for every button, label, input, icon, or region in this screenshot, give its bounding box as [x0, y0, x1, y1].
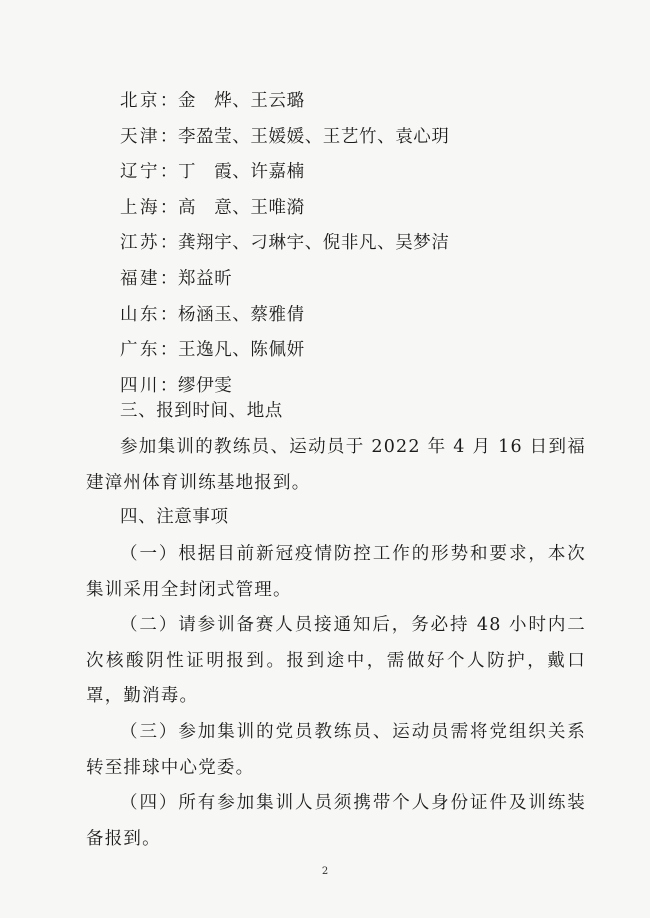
- roster-region: 天津：: [120, 126, 178, 147]
- section-3-heading: 三、报到时间、地点: [120, 401, 283, 421]
- roster-row: [120, 155, 580, 191]
- roster-names: 金 烨、王云璐: [178, 91, 305, 111]
- roster-row: [120, 298, 580, 334]
- section-3-body: [86, 430, 586, 501]
- notice-item: （三）参加集训的党员教练员、运动员需将党组织关系转至排球中心党委。: [86, 721, 586, 778]
- roster-names: 丁 霞、许嘉楠: [178, 162, 305, 183]
- roster-region: 江苏：: [120, 233, 178, 254]
- notice-item: （一）根据目前新冠疫情防控工作的形势和要求，本次集训采用全封闭式管理。: [86, 544, 586, 600]
- notice-item: （二）请参训备赛人员接通知后，务必持 48 小时内二次核酸阴性证明报到。报到途中，需做好个人防护，戴口罩，勤消毒。: [86, 615, 586, 707]
- roster-region: 广东：: [120, 340, 178, 361]
- roster-region: 四川：: [120, 375, 178, 396]
- roster-row: [120, 262, 580, 298]
- roster-region: 福建：: [120, 268, 178, 289]
- page-number: 2: [321, 866, 329, 877]
- roster-names: 郑益昕: [178, 268, 233, 289]
- notice-item: （四）所有参加集训人员须携带个人身份证件及训练装备报到。: [86, 793, 586, 849]
- roster-region: 北京：: [120, 91, 178, 111]
- roster-names: 缪伊雯: [178, 375, 233, 396]
- roster-row: [120, 226, 580, 262]
- roster-region: 辽宁：: [120, 162, 178, 183]
- roster-row: [120, 333, 580, 369]
- roster-list: [120, 84, 580, 404]
- section-4-body: [86, 537, 586, 857]
- section-3-paragraph: 参加集训的教练员、运动员于 2022 年 4 月 16 日到福建漳州体育训练基地报到。: [86, 437, 586, 493]
- roster-names: 高 意、王唯漪: [178, 197, 305, 218]
- roster-names: 杨涵玉、蔡雅倩: [178, 304, 305, 325]
- roster-names: 龚翔宇、刁琳宇、倪非凡、吴梦洁: [178, 233, 450, 254]
- roster-names: 李盈莹、王媛媛、王艺竹、袁心玥: [178, 126, 450, 147]
- roster-row: [120, 84, 580, 120]
- roster-names: 王逸凡、陈佩妍: [178, 340, 305, 361]
- roster-row: [120, 191, 580, 227]
- roster-region: 上海：: [120, 197, 178, 218]
- roster-region: 山东：: [120, 304, 178, 325]
- roster-row: [120, 120, 580, 156]
- section-4-heading: 四、注意事项: [120, 507, 229, 527]
